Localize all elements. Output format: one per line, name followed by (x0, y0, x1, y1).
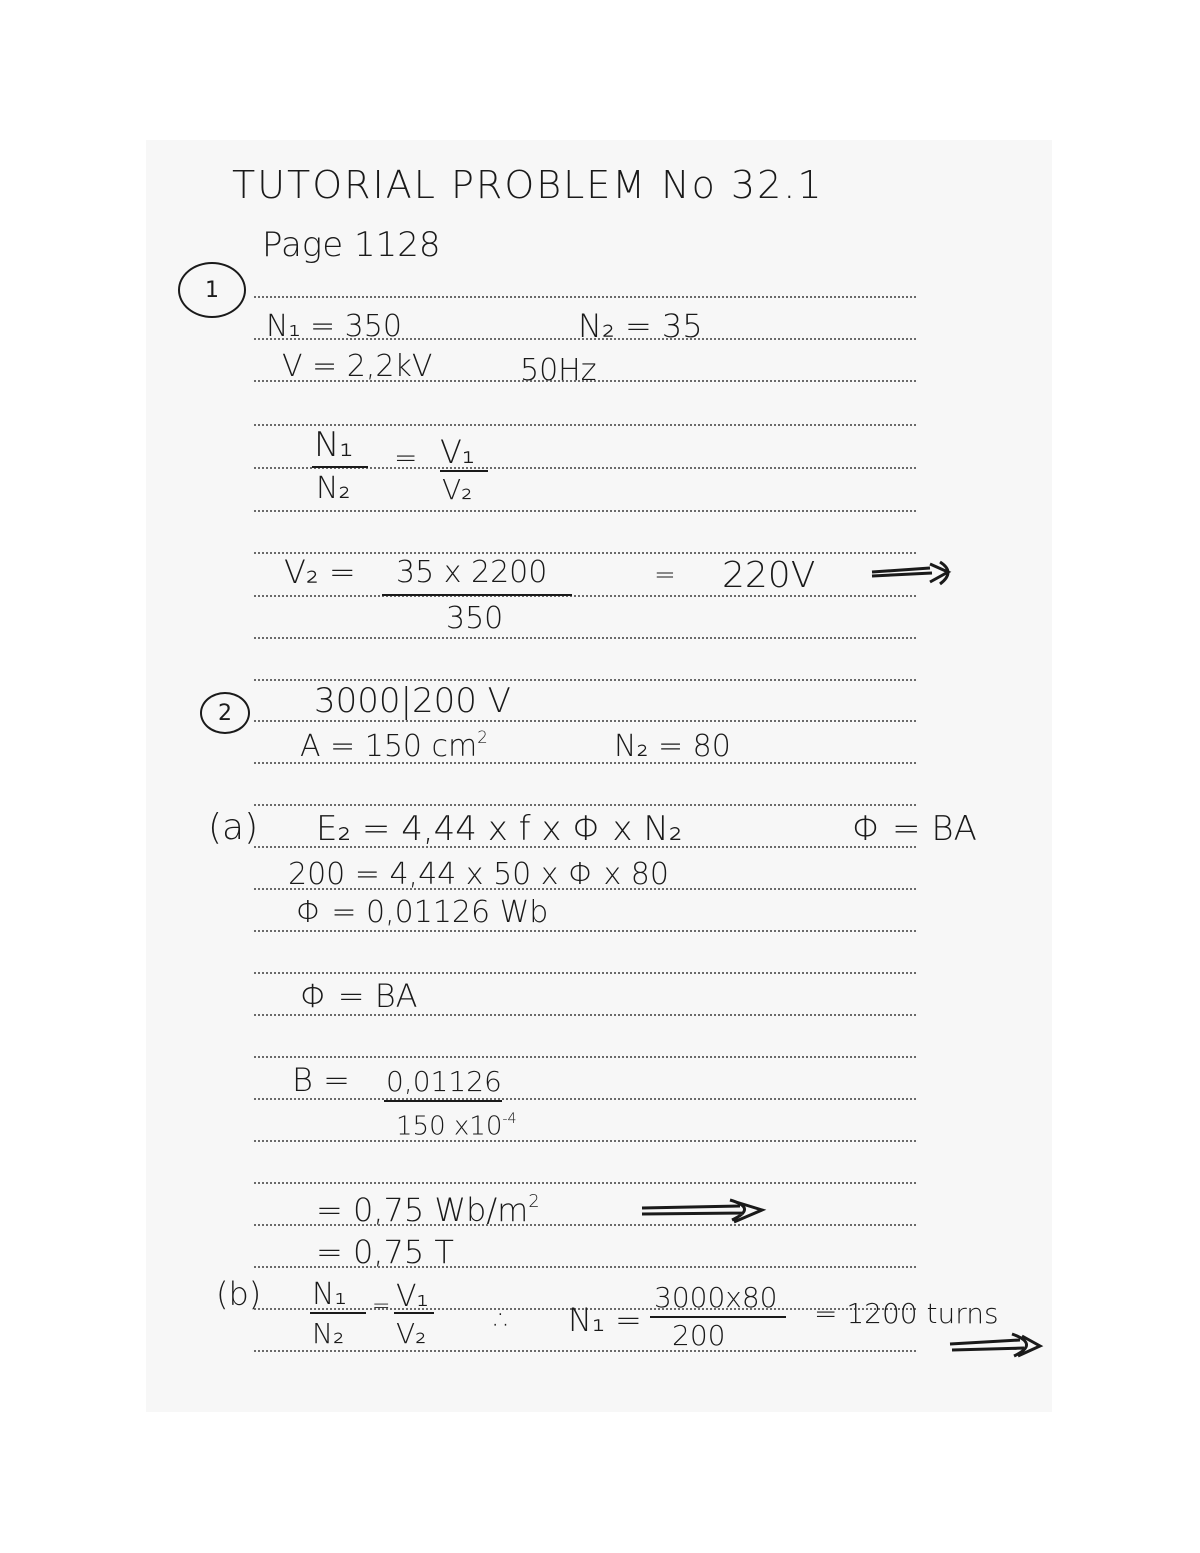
q2-flux-definition: Φ = BA (852, 809, 977, 849)
q2-turns-n1: N₁ (312, 1277, 347, 1312)
q2-turns-equals: = (372, 1294, 391, 1319)
q2-rating: 3000|200 V (314, 681, 511, 721)
q2-n1-denominator: 200 (672, 1319, 726, 1352)
q1-v2-label: V₂ = (284, 553, 356, 591)
question-2-number: 2 (200, 692, 250, 734)
q2-emf-values: 200 = 4,44 x 50 x Φ x 80 (288, 857, 669, 892)
q2-turns-bar-left (310, 1312, 366, 1314)
q2-turns-bar-right (394, 1312, 434, 1314)
q2-flux-result: Φ = 0,01126 Wb (296, 895, 549, 930)
therefore-symbol: ∴ (494, 1303, 512, 1336)
q2-n1-fraction-bar (650, 1316, 786, 1318)
q1-v2-fraction-bar (382, 594, 572, 596)
q1-voltage: V = 2,2kV (282, 349, 433, 384)
answer-arrow-icon (640, 1196, 770, 1226)
q2-flux-ba: Φ = BA (300, 977, 418, 1015)
q1-ratio-bar-left (312, 466, 368, 468)
page-reference: Page 1128 (262, 225, 441, 265)
q2-turns-n2: N₂ (312, 1317, 345, 1350)
q2-b-numerator: 0,01126 (386, 1065, 502, 1098)
q1-ratio-bar-right (440, 470, 488, 472)
q1-ratio-equals: = (394, 441, 418, 474)
q1-v2-equals: = (654, 560, 676, 590)
q1-ratio-n2: N₂ (316, 471, 351, 506)
q2-emf-formula: E₂ = 4,44 x f x Φ x N₂ (316, 809, 683, 849)
q2-n1-result: = 1200 turns (814, 1297, 999, 1330)
part-a-label: (a) (208, 807, 259, 848)
page-title: TUTORIAL PROBLEM No 32.1 (232, 163, 824, 207)
q2-n1-label: N₁ = (568, 1301, 642, 1339)
q2-b-label: B = (292, 1061, 350, 1099)
answer-arrow-icon (870, 560, 960, 590)
q1-v2-numerator: 35 x 2200 (396, 555, 548, 590)
q1-n1: N₁ = 350 (266, 309, 402, 344)
q2-n1-numerator: 3000x80 (654, 1281, 778, 1314)
q2-turns-v1: V₁ (396, 1279, 429, 1314)
q1-v2-result: 220V (722, 555, 816, 596)
question-1-number: 1 (178, 262, 246, 318)
q2-turns-v2: V₂ (396, 1317, 427, 1350)
q1-frequency: 50Hz (520, 353, 597, 388)
q1-v2-denominator: 350 (446, 601, 504, 636)
q2-area: A = 150 $cm^2$ (300, 728, 488, 765)
q1-ratio-v2: V₂ (442, 473, 473, 506)
q2-b-result-wb: = 0,75 $Wb/m^2$ (316, 1191, 540, 1230)
q2-n2: N₂ = 80 (614, 729, 731, 764)
q2-b-fraction-bar (384, 1100, 502, 1102)
q1-n2: N₂ = 35 (578, 307, 703, 345)
q2-b-denominator: 150 $x10^{-4}$ (396, 1111, 517, 1142)
answer-arrow-icon (948, 1330, 1048, 1360)
q2-b-result-tesla: = 0,75 T (316, 1233, 454, 1271)
q1-ratio-v1: V₁ (440, 433, 475, 471)
q1-ratio-n1: N₁ (314, 425, 354, 465)
part-b-label: (b) (216, 1275, 262, 1313)
